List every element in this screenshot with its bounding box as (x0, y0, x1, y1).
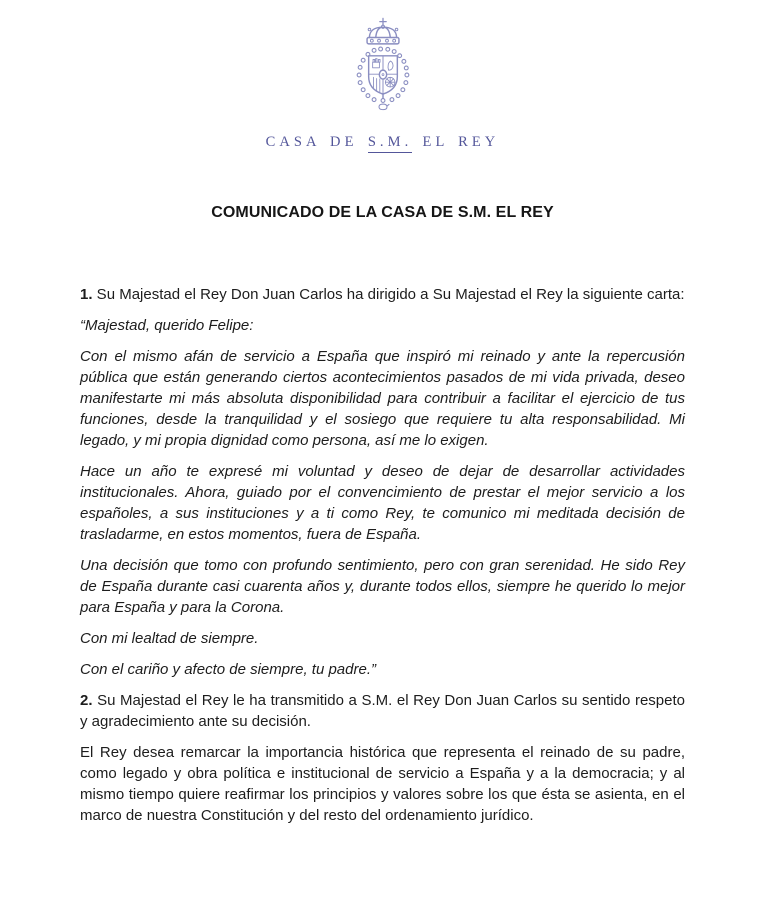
letter-closing-1: Con mi lealtad de siempre. (80, 630, 259, 647)
paragraph-1-number: 1. (80, 286, 93, 303)
paragraph-1-intro (80, 284, 685, 305)
letter-closing-2: Con el cariño y afecto de siempre, tu padre.” (80, 661, 376, 678)
org-name-abbreviation: S.M. (368, 134, 412, 153)
royal-coat-of-arms-icon (343, 16, 423, 118)
paragraph-2-text: Su Majestad el Rey le ha transmitido a S.M. el Rey Don Juan Carlos su sentido respeto y agradecimiento ante su decisión. (80, 692, 685, 730)
org-name-prefix: CASA DE (265, 134, 368, 150)
document-body (80, 284, 685, 826)
letter-paragraph-2: Hace un año te expresé mi voluntad y deseo de dejar de desarrollar actividades institucionales. Ahora, guiado por el convencimiento de prestar el mejor servicio a los españoles, a sus instituciones y a ti como Rey, te comunico mi meditada decisión de trasladarme, en estos momentos, fuera de España. (80, 463, 685, 543)
paragraph-3-statement: El Rey desea remarcar la importancia histórica que representa el reinado de su padre, como legado y obra política e institucional de servicio a España y a la democracia; y al mismo tiempo quiere reafirmar los principios y valores sobre los que ésta se asienta, en el marco de nuestra Constitución y del resto del ordenamiento jurídico. (80, 744, 685, 824)
letter-paragraph-1: Con el mismo afán de servicio a España que inspiró mi reinado y ante la repercusión pública que están generando ciertos acontecimientos pasados de mi vida privada, deseo manifestarte mi más absoluta disponibilidad para contribuir a facilitar el ejercicio de tus funciones, desde la tranquilidad y el sosiego que requiere tu alta responsabilidad. Mi legado, y mi propia dignidad como persona, así me lo exigen. (80, 348, 685, 449)
letterhead (0, 16, 765, 151)
paragraph-1-text: Su Majestad el Rey Don Juan Carlos ha dirigido a Su Majestad el Rey la siguiente carta: (92, 286, 685, 303)
org-name (0, 134, 765, 151)
paragraph-2-response (80, 690, 685, 732)
letter-paragraph-3: Una decisión que tomo con profundo sentimiento, pero con gran serenidad. He sido Rey de España durante casi cuarenta años y, durante todos ellos, siempre he querido lo mejor para España y para la Corona. (80, 557, 685, 616)
paragraph-2-number: 2. (80, 692, 93, 709)
letter-salutation: “Majestad, querido Felipe: (80, 317, 254, 334)
document-title: COMUNICADO DE LA CASA DE S.M. EL REY (211, 204, 554, 221)
org-name-suffix: EL REY (412, 134, 500, 150)
